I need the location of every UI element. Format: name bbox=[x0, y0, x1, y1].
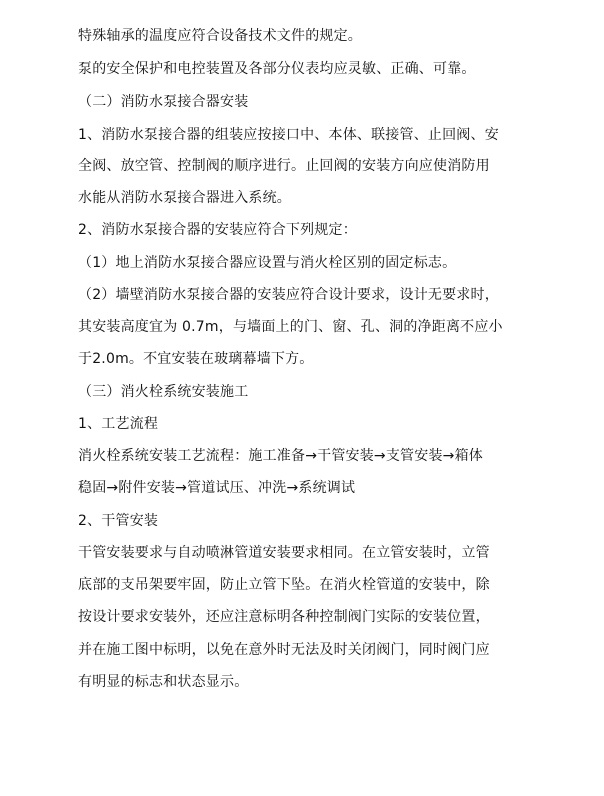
text-line: （2）墙壁消防水泵接合器的安装应符合设计要求，设计无要求时， bbox=[78, 287, 499, 303]
text-line: 1、消防水泵接合器的组装应按接口中、本体、联接管、止回阀、安 bbox=[78, 127, 499, 143]
text-line: 2、干管安装 bbox=[78, 513, 159, 529]
text-line: 有明显的标志和状态显示。 bbox=[78, 674, 249, 690]
text-line: 1、工艺流程 bbox=[78, 416, 159, 432]
text-line: 泵的安全保护和电控装置及各部分仪表均应灵敏、正确、可靠。 bbox=[78, 61, 476, 77]
text-line: 特殊轴承的温度应符合设备技术文件的规定。 bbox=[78, 28, 362, 44]
section-heading: （三）消火栓系统安装施工 bbox=[78, 384, 249, 400]
text-line: 于2.0m。不宜安装在玻璃幕墙下方。 bbox=[78, 351, 314, 367]
text-line: 干管安装要求与自动喷淋管道安装要求相同。在立管安装时，立管 bbox=[78, 545, 490, 561]
text-line: 全阀、放空管、控制阀的顺序进行。止回阀的安装方向应使消防用 bbox=[78, 158, 490, 174]
section-heading: （二）消防水泵接合器安装 bbox=[78, 94, 249, 110]
text-line: 消火栓系统安装工艺流程：施工准备→干管安装→支管安装→箱体 bbox=[78, 448, 483, 464]
text-line: 底部的支吊架要牢固，防止立管下坠。在消火栓管道的安装中，除 bbox=[78, 577, 490, 593]
text-line: 其安装高度宜为 0.7m，与墙面上的门、窗、孔、洞的净距离不应小 bbox=[78, 319, 503, 335]
text-line: 水能从消防水泵接合器进入系统。 bbox=[78, 190, 291, 206]
text-line: 2、消防水泵接合器的安装应符合下列规定： bbox=[78, 222, 357, 238]
text-line: 稳固→附件安装→管道试压、冲洗→系统调试 bbox=[78, 480, 356, 496]
text-line: （1）地上消防水泵接合器应设置与消火栓区别的固定标志。 bbox=[78, 255, 457, 271]
text-line: 按设计要求安装外，还应注意标明各种控制阀门实际的安装位置， bbox=[78, 609, 490, 625]
text-line: 并在施工图中标明，以免在意外时无法及时关闭阀门，同时阀门应 bbox=[78, 642, 490, 658]
